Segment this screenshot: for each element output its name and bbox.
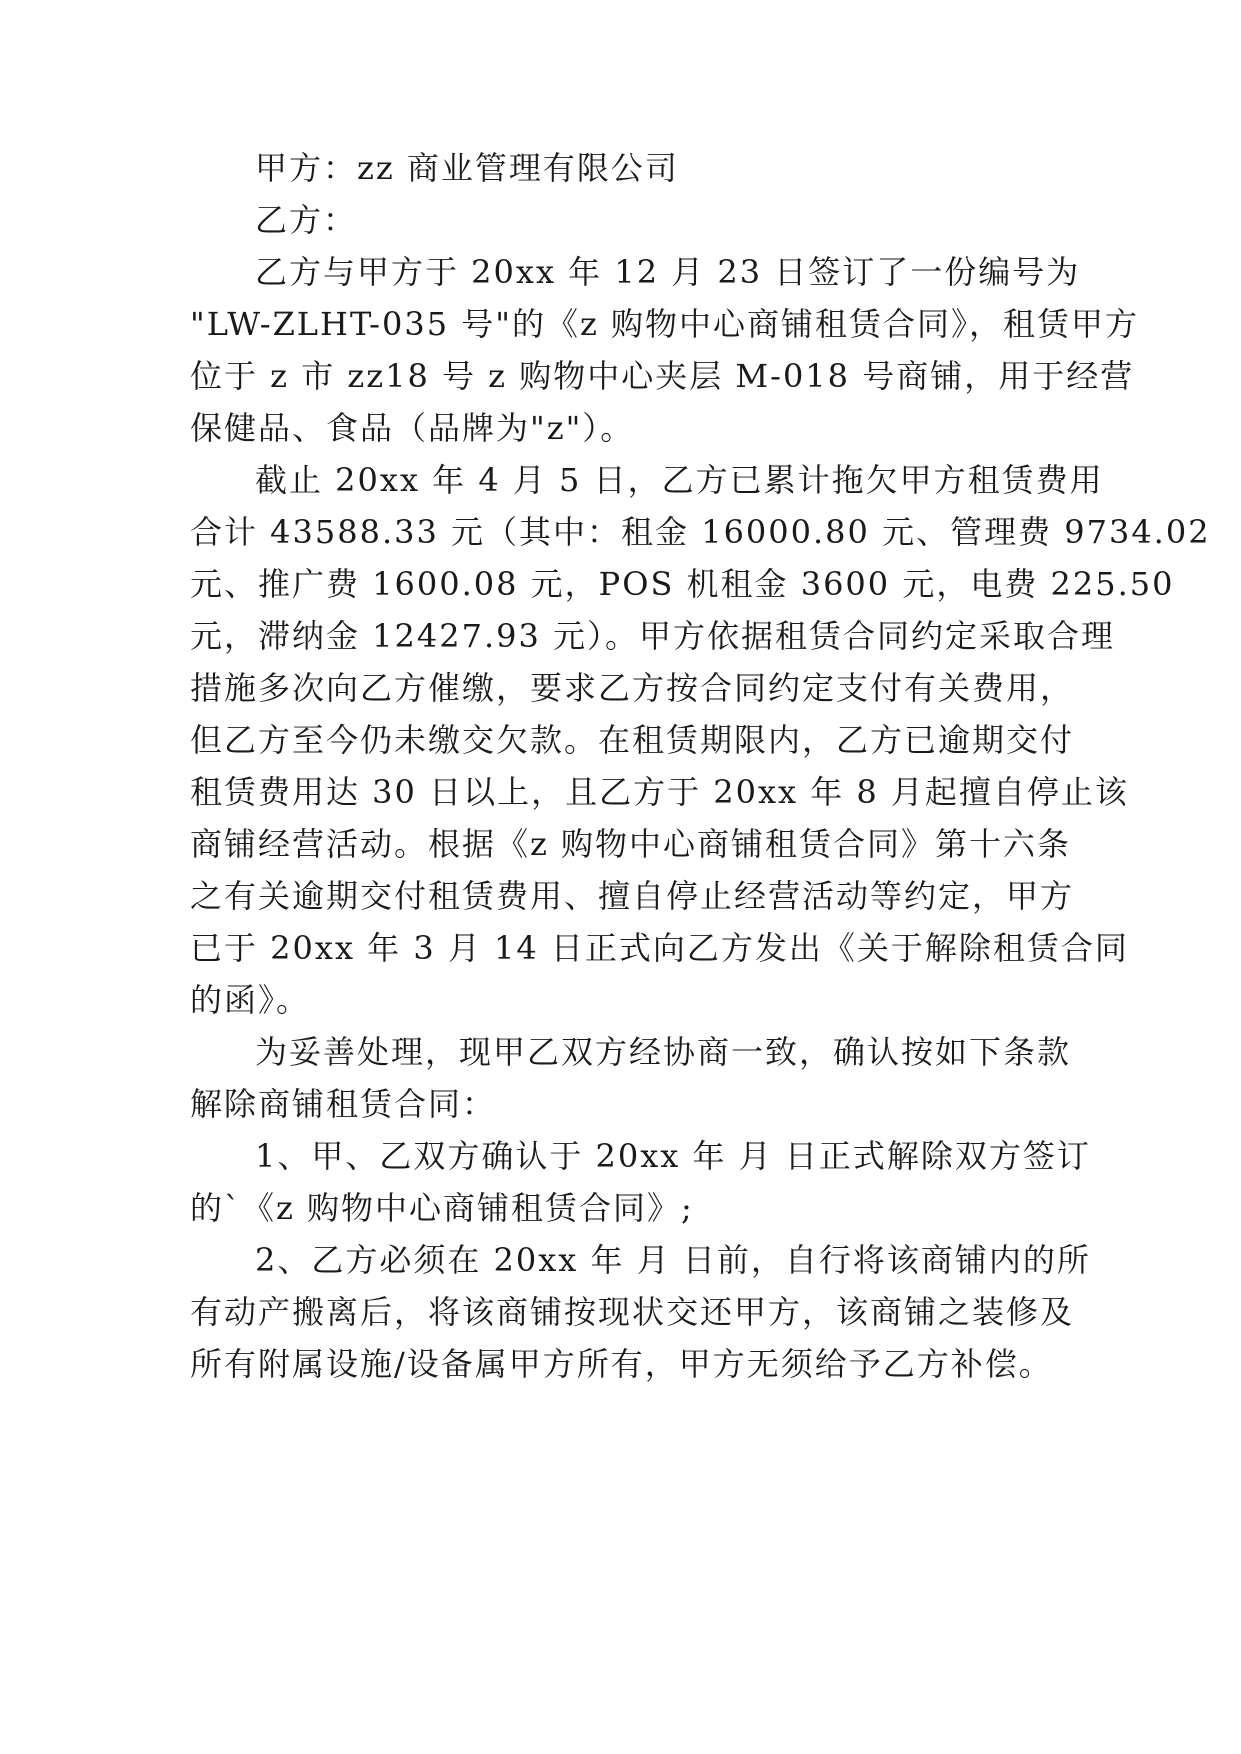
paragraph-2-line-7: 租赁费用达 30 日以上，且乙方于 20xx 年 8 月起擅自停止该 [190,773,1129,811]
party-b-line: 乙方： [255,201,358,239]
paragraph-3-line-2: 解除商铺租赁合同： [190,1085,497,1123]
paragraph-2-line-11: 的函》。 [190,981,311,1019]
paragraph-2-line-2: 合计 43588.33 元（其中：租金 16000.80 元、管理费 9734.02 [190,513,1211,551]
clause-1-line-2: 的`《z 购物中心商铺租赁合同》; [190,1189,694,1227]
paragraph-1-line-4: 保健品、食品（品牌为"z"）。 [190,409,635,447]
paragraph-2-line-8: 商铺经营活动。根据《z 购物中心商铺租赁合同》第十六条 [190,825,1072,863]
clause-2-line-3: 所有附属设施/设备属甲方所有，甲方无须给予乙方补偿。 [190,1345,1053,1383]
paragraph-2-line-6: 但乙方至今仍未缴交欠款。在租赁期限内，乙方已逾期交付 [190,721,1075,759]
paragraph-3-line-1: 为妥善处理，现甲乙双方经协商一致，确认按如下条款 [255,1033,1072,1071]
paragraph-1-line-2: "LW-ZLHT-035 号"的《z 购物中心商铺租赁合同》，租赁甲方 [190,305,1139,343]
clause-1-line-1: 1、甲、乙双方确认于 20xx 年 月 日正式解除双方签订 [255,1137,1091,1175]
paragraph-1-line-3: 位于 z 市 zz18 号 z 购物中心夹层 M-018 号商铺，用于经营 [190,357,1135,395]
paragraph-2-line-10: 已于 20xx 年 3 月 14 日正式向乙方发出《关于解除租赁合同 [190,929,1129,967]
clause-2-line-2: 有动产搬离后，将该商铺按现状交还甲方，该商铺之装修及 [190,1293,1075,1331]
party-a-line: 甲方：zz 商业管理有限公司 [255,149,679,187]
paragraph-2-line-5: 措施多次向乙方催缴，要求乙方按合同约定支付有关费用， [190,669,1075,707]
paragraph-2-line-1: 截止 20xx 年 4 月 5 日，乙方已累计拖欠甲方租赁费用 [255,461,1104,499]
paragraph-2-line-9: 之有关逾期交付租赁费用、擅自停止经营活动等约定，甲方 [190,877,1075,915]
paragraph-2-line-3: 元、推广费 1600.08 元，POS 机租金 3600 元，电费 225.50 [190,565,1175,603]
paragraph-2-line-4: 元，滞纳金 12427.93 元）。甲方依据租赁合同约定采取合理 [190,617,1116,655]
clause-2-line-1: 2、乙方必须在 20xx 年 月 日前，自行将该商铺内的所 [255,1241,1091,1279]
paragraph-1-line-1: 乙方与甲方于 20xx 年 12 月 23 日签订了一份编号为 [255,253,1081,291]
